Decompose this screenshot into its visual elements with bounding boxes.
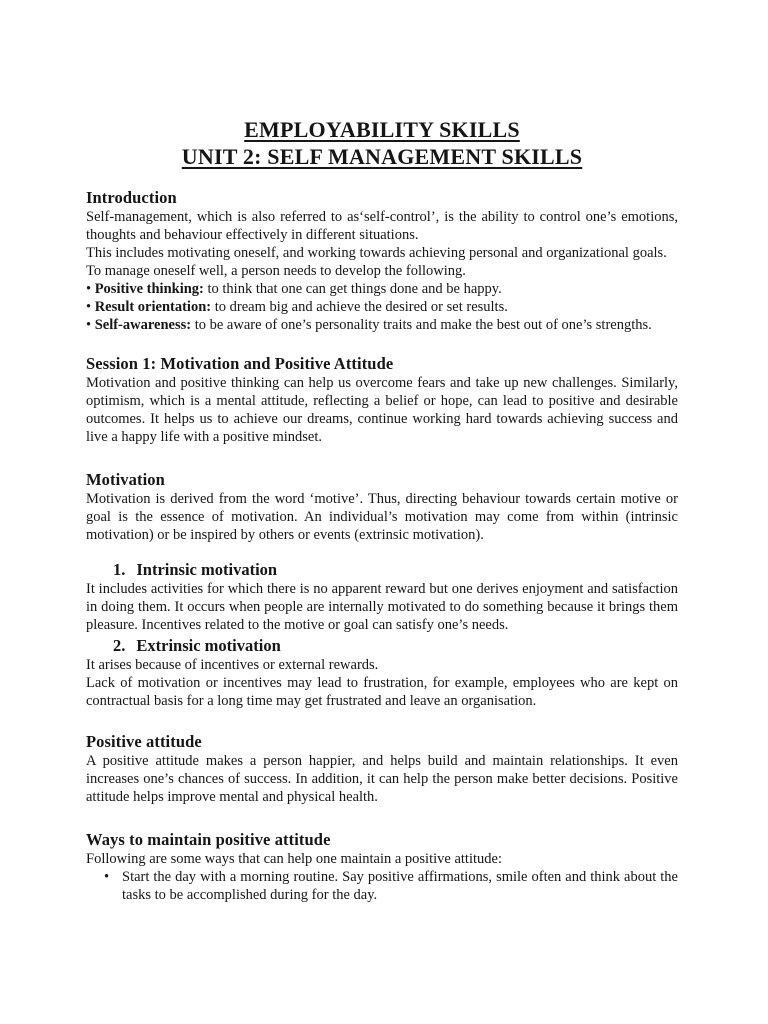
extrinsic-paragraph-2: Lack of motivation or incentives may lead to frustration, for example, employees who are kept on contractual basis for a long time may get frustrated and leave an organisation. bbox=[86, 675, 678, 709]
title-line-2: UNIT 2: SELF MANAGEMENT SKILLS bbox=[181, 144, 583, 169]
bullet-icon: • bbox=[86, 299, 92, 315]
intro-bullet-positive-thinking bbox=[86, 280, 678, 298]
bullet-label: Positive thinking: bbox=[94, 281, 204, 297]
intro-paragraph-1: Self-management, which is also referred to as‘self-control’, is the ability to control one’s emotions, thoughts and behaviour effectively in different situations. bbox=[86, 209, 678, 243]
intro-bullet-self-awareness bbox=[86, 316, 678, 334]
intro-bullet-result-orientation bbox=[86, 298, 678, 316]
heading-motivation: Motivation bbox=[86, 470, 165, 489]
intro-paragraph-2: This includes motivating oneself, and working towards achieving personal and organizational goals. bbox=[86, 245, 667, 261]
session-1-paragraph: Motivation and positive thinking can help us overcome fears and take up new challenges. Similarly, optimism, which is a mental attitude, reflecting a belief or hope, can lead to positive and desirable outcomes. It helps us to achieve our dreams, continue working hard towards achieving success and live a happy life with a positive mindset. bbox=[86, 375, 678, 445]
extrinsic-line-1: It arises because of incentives or external rewards. bbox=[86, 657, 379, 673]
bullet-icon: • bbox=[86, 317, 92, 333]
bullet-text: to dream big and achieve the desired or set results. bbox=[214, 299, 508, 315]
heading-positive-attitude: Positive attitude bbox=[86, 732, 202, 751]
item-number: 1. bbox=[113, 560, 126, 579]
title-row-2 bbox=[86, 143, 678, 170]
ways-bullet-text: Start the day with a morning routine. Say positive affirmations, smile often and think about the tasks to be accomplished during for the day. bbox=[122, 869, 678, 903]
item-number: 2. bbox=[113, 636, 126, 655]
heading-ways-to-maintain: Ways to maintain positive attitude bbox=[86, 830, 331, 849]
heading-extrinsic-motivation bbox=[86, 636, 678, 656]
bullet-icon: • bbox=[86, 281, 92, 297]
ways-intro-line: Following are some ways that can help one maintain a positive attitude: bbox=[86, 851, 502, 867]
motivation-paragraph: Motivation is derived from the word ‘motive’. Thus, directing behaviour towards certain motive or goal is the essence of motivation. An individual’s motivation may come from within (intrinsic motivation) or be inspired by others or events (extrinsic motivation). bbox=[86, 491, 678, 543]
item-label: Extrinsic motivation bbox=[136, 636, 281, 655]
title-line-1: EMPLOYABILITY SKILLS bbox=[244, 117, 520, 142]
ways-bullet-item bbox=[86, 868, 678, 904]
heading-introduction: Introduction bbox=[86, 188, 177, 207]
intrinsic-paragraph: It includes activities for which there is no apparent reward but one derives enjoyment and satisfaction in doing them. It occurs when people are internally motivated to do something because it brings them pleasure. Incentives related to the motive or goal can satisfy one’s needs. bbox=[86, 581, 678, 633]
heading-intrinsic-motivation bbox=[86, 560, 678, 580]
heading-session-1: Session 1: Motivation and Positive Attitude bbox=[86, 354, 394, 373]
item-label: Intrinsic motivation bbox=[136, 560, 278, 579]
document-title bbox=[86, 116, 678, 170]
intro-paragraph-3: To manage oneself well, a person needs to develop the following. bbox=[86, 263, 466, 279]
bullet-text: to be aware of one’s personality traits and make the best out of one’s strengths. bbox=[194, 317, 652, 333]
title-row-1 bbox=[86, 116, 678, 143]
bullet-icon: • bbox=[104, 869, 110, 885]
bullet-label: Result orientation: bbox=[94, 299, 212, 315]
bullet-text: to think that one can get things done and be happy. bbox=[207, 281, 502, 297]
bullet-label: Self-awareness: bbox=[94, 317, 192, 333]
positive-attitude-paragraph: A positive attitude makes a person happier, and helps build and maintain relationships. It even increases one’s chances of success. In addition, it can help the person make better decisions. Positive attitude helps improve mental and physical health. bbox=[86, 753, 678, 805]
